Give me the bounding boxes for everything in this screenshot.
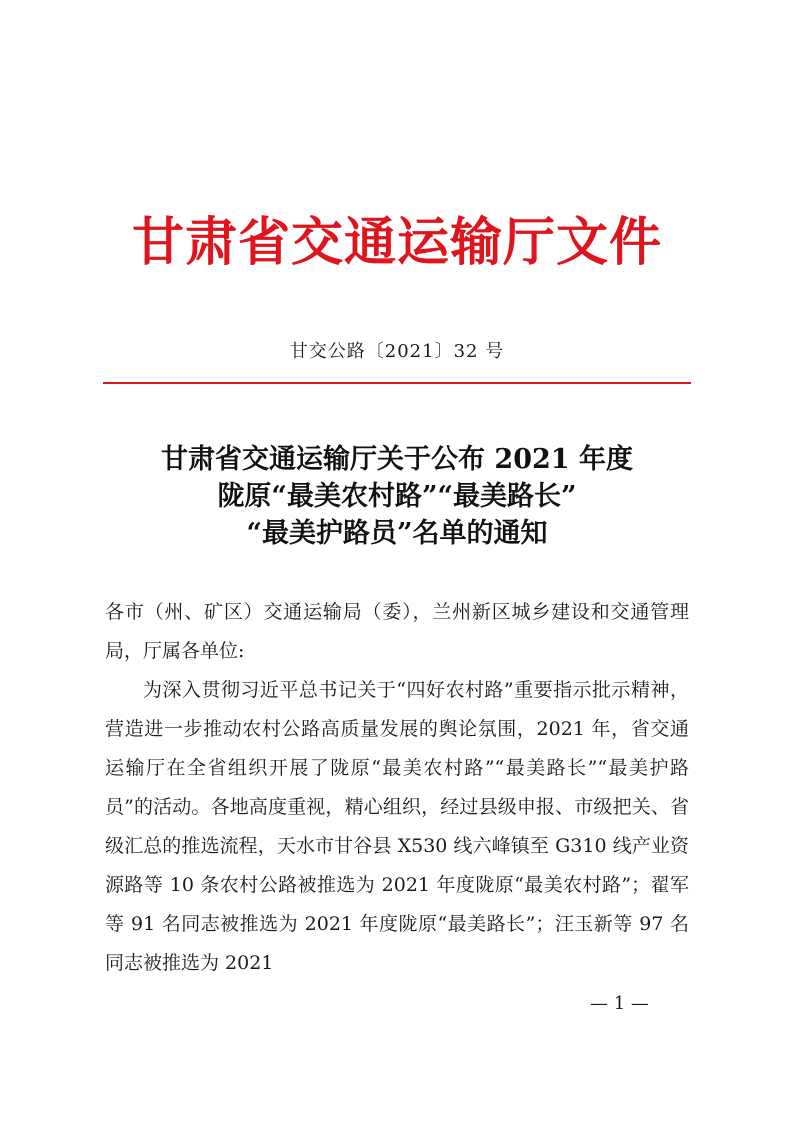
red-separator-line bbox=[103, 382, 691, 384]
salutation: 各市（州、矿区）交通运输局（委），兰州新区城乡建设和交通管理局，厅属各单位: bbox=[105, 601, 689, 662]
document-body bbox=[105, 593, 689, 983]
document-title bbox=[0, 441, 794, 552]
page-number: — 1 — bbox=[590, 993, 649, 1014]
title-line-3: “最美护路员”名单的通知 bbox=[246, 518, 548, 549]
title-line-1: 甘肃省交通运输厅关于公布 2021 年度 bbox=[161, 444, 633, 475]
document-number: 甘交公路〔2021〕32 号 bbox=[289, 341, 505, 362]
title-line-2: 陇原“最美农村路”“最美路长” bbox=[217, 481, 577, 512]
body-paragraph: 为深入贯彻习近平总书记关于“四好农村路”重要指示批示精神，营造进一步推动农村公路高质量发展的舆论氛围，2021 年，省交通运输厅在全省组织开展了陇原“最美农村路”“最美路长”“最美护路员”的活动。各地高度重视，精心组织，经过县级申报、市级把关、省级汇总的推选流程，天水市甘谷县 X530 线六峰镇至 G310 线产业资源路等 10 条农村公路被推选为 2021 年度陇原“最美农村路”；翟军等 91 名同志被推选为 2021 年度陇原“最美路长”；汪玉新等 97 名同志被推选为 2021 bbox=[105, 679, 689, 974]
issuer-header: 甘肃省交通运输厅文件 bbox=[131, 212, 662, 273]
